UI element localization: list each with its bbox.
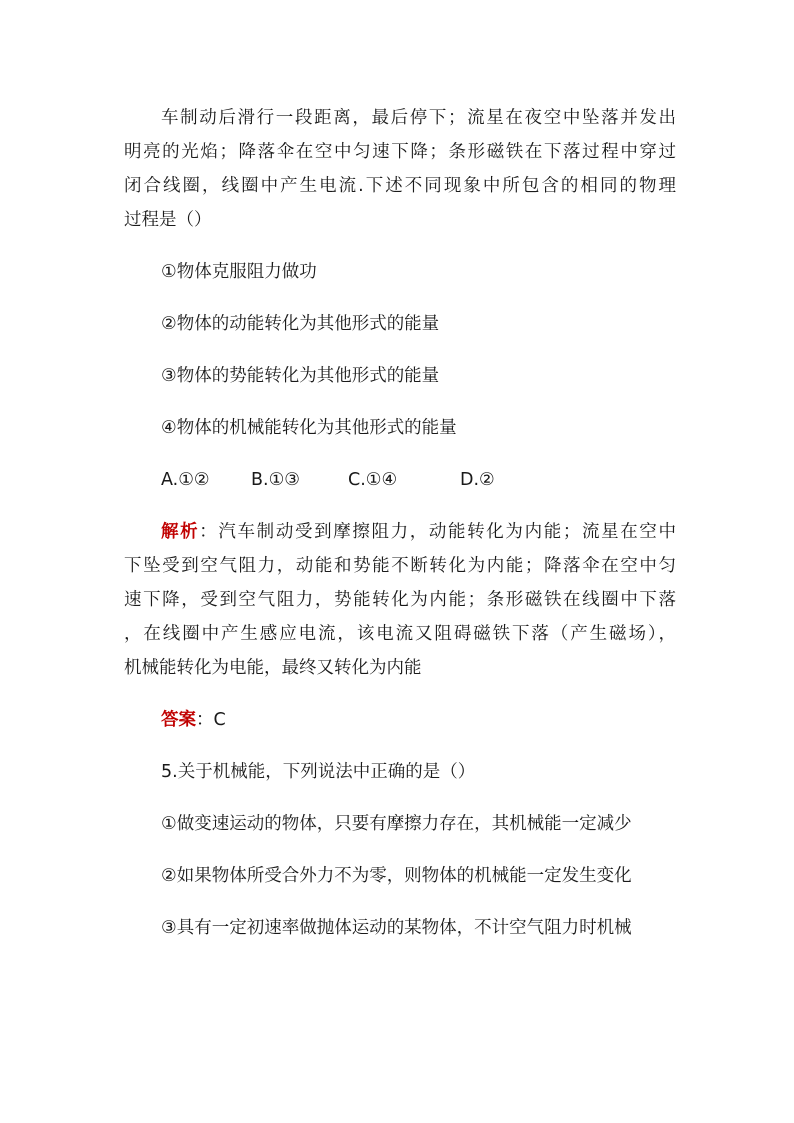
statement-3: ③物体的势能转化为其他形式的能量 xyxy=(161,366,440,386)
analysis-line: 速下降，受到空气阻力，势能转化为内能；条形磁铁在线圈中下落 xyxy=(124,590,676,610)
answer-section xyxy=(124,703,676,737)
answer-choices xyxy=(161,463,676,497)
statement-4: ④物体的机械能转化为其他形式的能量 xyxy=(161,418,457,438)
statement-2: ②物体的动能转化为其他形式的能量 xyxy=(161,314,440,334)
answer-label: 答案 xyxy=(161,710,196,730)
analysis-line: 机械能转化为电能，最终又转化为内能 xyxy=(124,658,422,678)
choice-c: C.①④ xyxy=(348,470,398,490)
q5-statement-1: ①做变速运动的物体，只要有摩擦力存在，其机械能一定减少 xyxy=(161,814,632,834)
q5-statement-2: ②如果物体所受合外力不为零，则物体的机械能一定发生变化 xyxy=(161,866,632,886)
choice-d: D.② xyxy=(460,470,495,490)
analysis-line xyxy=(124,515,676,549)
choice-a: A.①② xyxy=(161,470,210,490)
analysis-label: 解析 xyxy=(161,522,200,542)
analysis-section xyxy=(124,515,676,685)
choice-b: B.①③ xyxy=(251,470,300,490)
stem-line: 闭合线圈，线圈中产生电流.下述不同现象中所包含的相同的物理 xyxy=(124,176,676,196)
answer-value: ：C xyxy=(196,710,226,730)
document-content xyxy=(124,101,676,963)
stem-line: 车制动后滑行一段距离，最后停下；流星在夜空中坠落并发出 xyxy=(161,108,676,128)
statement-1: ①物体克服阻力做功 xyxy=(161,262,317,282)
question-5-stem: 5.关于机械能，下列说法中正确的是（） xyxy=(161,762,476,782)
analysis-line: 下坠受到空气阻力，动能和势能不断转化为内能；降落伞在空中匀 xyxy=(124,556,676,576)
stem-line: 过程是（） xyxy=(124,210,212,230)
analysis-line: ，在线圈中产生感应电流，该电流又阻碍磁铁下落（产生磁场）， xyxy=(124,624,676,644)
q5-statement-3: ③具有一定初速率做抛体运动的某物体，不计空气阻力时机械 xyxy=(161,918,632,938)
question-4-stem xyxy=(124,101,676,237)
stem-line: 明亮的光焰；降落伞在空中匀速下降；条形磁铁在下落过程中穿过 xyxy=(124,142,676,162)
analysis-text: ：汽车制动受到摩擦阻力，动能转化为内能；流星在空中 xyxy=(199,522,677,542)
